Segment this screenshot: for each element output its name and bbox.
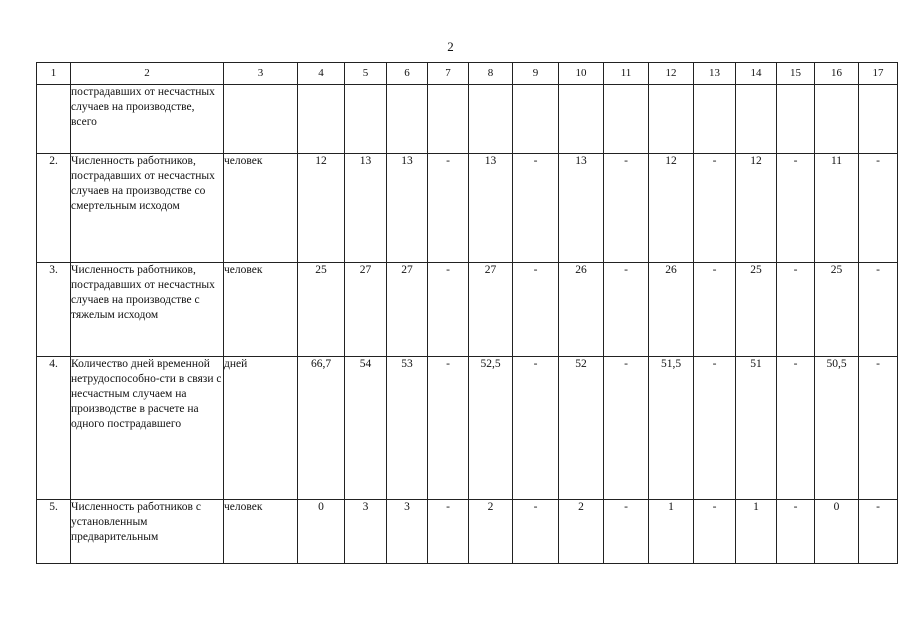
table-header-row: [37, 63, 898, 85]
value-cell: -: [859, 154, 898, 263]
value-cell: [559, 85, 604, 154]
indicator-name-cell: Численность работников с установленным предварительным: [71, 500, 224, 564]
value-cell: -: [777, 500, 815, 564]
row-number-cell: 5.: [37, 500, 71, 564]
value-cell: -: [604, 500, 649, 564]
indicator-name-cell: Численность работников, пострадавших от несчастных случаев на производстве со смертельным исходом: [71, 154, 224, 263]
value-cell: 13: [345, 154, 387, 263]
value-cell: 12: [298, 154, 345, 263]
row-number-cell: 3.: [37, 263, 71, 357]
column-header: 9: [513, 63, 559, 85]
value-cell: [513, 85, 559, 154]
unit-cell: человек: [224, 263, 298, 357]
value-cell: 13: [469, 154, 513, 263]
value-cell: 51: [736, 357, 777, 500]
value-cell: -: [604, 357, 649, 500]
value-cell: -: [428, 357, 469, 500]
table-row: [37, 154, 898, 263]
table-row: [37, 263, 898, 357]
value-cell: 25: [736, 263, 777, 357]
value-cell: 12: [736, 154, 777, 263]
value-cell: 27: [387, 263, 428, 357]
value-cell: 52: [559, 357, 604, 500]
value-cell: 3: [387, 500, 428, 564]
unit-cell: человек: [224, 154, 298, 263]
value-cell: -: [513, 357, 559, 500]
value-cell: 1: [736, 500, 777, 564]
value-cell: -: [777, 263, 815, 357]
value-cell: 13: [559, 154, 604, 263]
column-header: 14: [736, 63, 777, 85]
column-header: 10: [559, 63, 604, 85]
value-cell: 51,5: [649, 357, 694, 500]
column-header: 2: [71, 63, 224, 85]
value-cell: 26: [559, 263, 604, 357]
value-cell: 2: [469, 500, 513, 564]
value-cell: -: [604, 263, 649, 357]
value-cell: -: [513, 154, 559, 263]
row-number-cell: 4.: [37, 357, 71, 500]
column-header: 15: [777, 63, 815, 85]
indicators-table: [36, 62, 898, 564]
value-cell: [469, 85, 513, 154]
value-cell: [694, 85, 736, 154]
column-header: 6: [387, 63, 428, 85]
value-cell: -: [859, 500, 898, 564]
value-cell: 12: [649, 154, 694, 263]
value-cell: -: [428, 154, 469, 263]
unit-cell: человек: [224, 500, 298, 564]
value-cell: 52,5: [469, 357, 513, 500]
table-row: [37, 357, 898, 500]
column-header: 8: [469, 63, 513, 85]
value-cell: 26: [649, 263, 694, 357]
column-header: 13: [694, 63, 736, 85]
value-cell: 11: [815, 154, 859, 263]
value-cell: -: [513, 263, 559, 357]
value-cell: 50,5: [815, 357, 859, 500]
column-header: 17: [859, 63, 898, 85]
value-cell: -: [694, 154, 736, 263]
value-cell: [428, 85, 469, 154]
value-cell: -: [428, 500, 469, 564]
row-number-cell: 2.: [37, 154, 71, 263]
table-row: [37, 85, 898, 154]
value-cell: -: [694, 357, 736, 500]
column-header: 11: [604, 63, 649, 85]
value-cell: [604, 85, 649, 154]
indicator-name-cell: пострадавших от несчастных случаев на производстве, всего: [71, 85, 224, 154]
value-cell: 66,7: [298, 357, 345, 500]
unit-cell: [224, 85, 298, 154]
value-cell: [736, 85, 777, 154]
value-cell: -: [513, 500, 559, 564]
value-cell: 13: [387, 154, 428, 263]
column-header: 12: [649, 63, 694, 85]
column-header: 4: [298, 63, 345, 85]
value-cell: 25: [815, 263, 859, 357]
value-cell: 54: [345, 357, 387, 500]
value-cell: [649, 85, 694, 154]
column-header: 16: [815, 63, 859, 85]
value-cell: -: [428, 263, 469, 357]
column-header: 5: [345, 63, 387, 85]
value-cell: -: [694, 500, 736, 564]
value-cell: 2: [559, 500, 604, 564]
value-cell: [859, 85, 898, 154]
value-cell: -: [777, 154, 815, 263]
table-row: [37, 500, 898, 564]
column-header: 1: [37, 63, 71, 85]
row-number-cell: [37, 85, 71, 154]
value-cell: -: [859, 357, 898, 500]
value-cell: 1: [649, 500, 694, 564]
value-cell: -: [694, 263, 736, 357]
column-header: 7: [428, 63, 469, 85]
column-header: 3: [224, 63, 298, 85]
value-cell: [298, 85, 345, 154]
indicator-name-cell: Численность работников, пострадавших от несчастных случаев на производстве с тяжелым исходом: [71, 263, 224, 357]
unit-cell: дней: [224, 357, 298, 500]
value-cell: 27: [469, 263, 513, 357]
value-cell: -: [777, 357, 815, 500]
value-cell: -: [604, 154, 649, 263]
value-cell: 0: [298, 500, 345, 564]
value-cell: [777, 85, 815, 154]
indicator-name-cell: Количество дней временной нетрудоспособно-сти в связи с несчастным случаем на производстве в расчете на одного пострадавшего: [71, 357, 224, 500]
value-cell: -: [859, 263, 898, 357]
value-cell: 25: [298, 263, 345, 357]
page-number: 2: [447, 39, 454, 54]
value-cell: [387, 85, 428, 154]
value-cell: 27: [345, 263, 387, 357]
value-cell: [345, 85, 387, 154]
value-cell: 0: [815, 500, 859, 564]
value-cell: [815, 85, 859, 154]
value-cell: 53: [387, 357, 428, 500]
value-cell: 3: [345, 500, 387, 564]
